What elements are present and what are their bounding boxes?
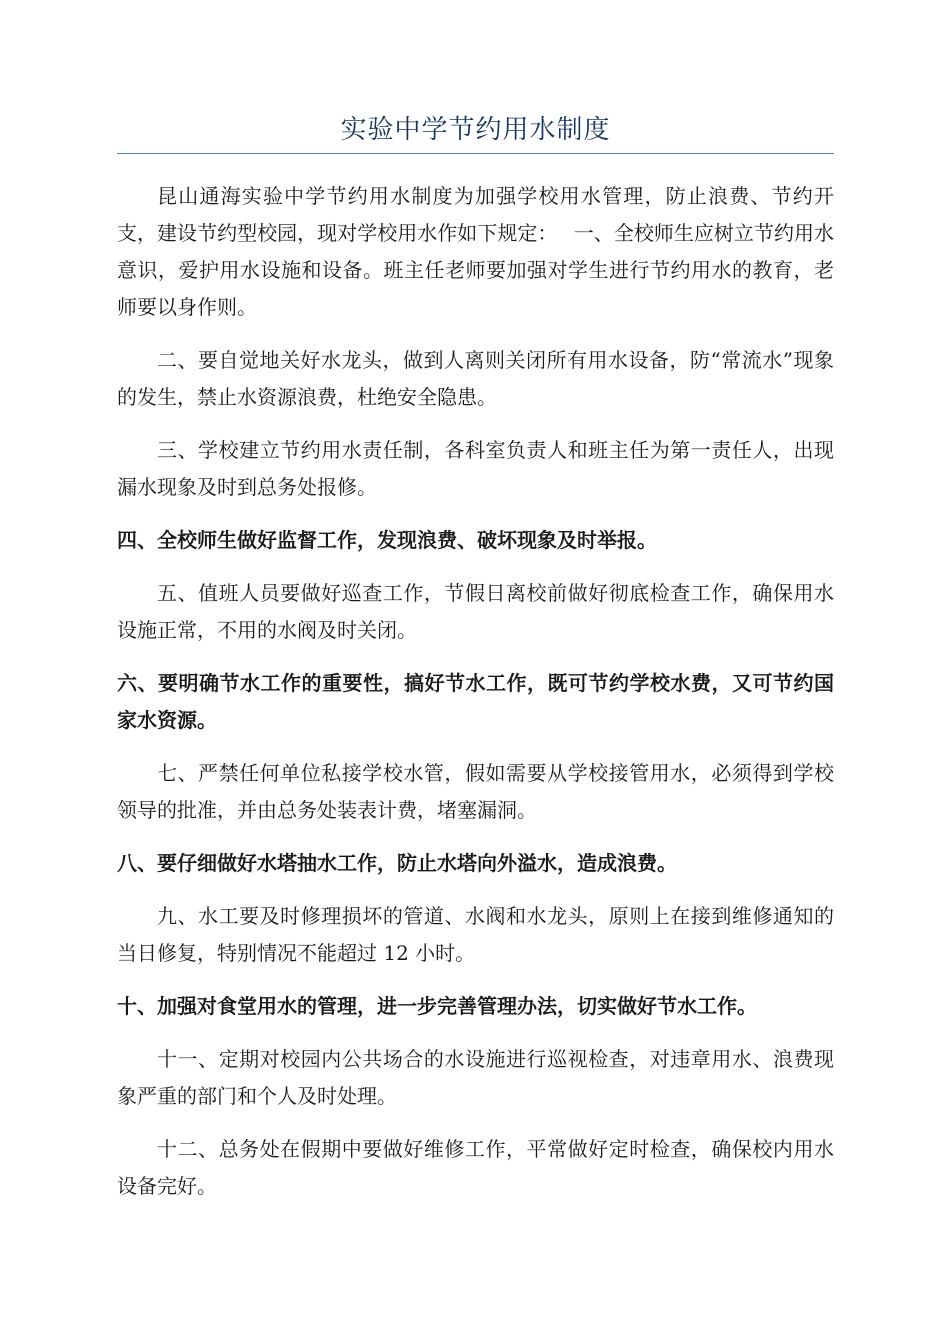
paragraph-rule-3: 三、学校建立节约用水责任制，各科室负责人和班主任为第一责任人，出现漏水现象及时到总务处报修。 [117, 438, 834, 499]
paragraph-rule-8: 八、要仔细做好水塔抽水工作，防止水塔向外溢水，造成浪费。 [117, 851, 677, 875]
paragraph-rule-12: 十二、总务处在假期中要做好维修工作，平常做好定时检查，确保校内用水设备完好。 [117, 1137, 834, 1198]
paragraph-rule-5: 五、值班人员要做好巡查工作，节假日离校前做好彻底检查工作，确保用水设施正常，不用的水阀及时关闭。 [117, 581, 834, 642]
paragraph-rule-6: 六、要明确节水工作的重要性，搞好节水工作，既可节约学校水费，又可节约国家水资源。 [117, 671, 834, 732]
paragraph-rule-9: 九、水工要及时修理损坏的管道、水阀和水龙头，原则上在接到维修通知的当日修复，特别情况不能超过 12 小时。 [117, 904, 834, 965]
paragraph-rule-7: 七、严禁任何单位私接学校水管，假如需要从学校接管用水，必须得到学校领导的批准，并由总务处装表计费，堵塞漏洞。 [117, 761, 834, 822]
paragraph-rule-4: 四、全校师生做好监督工作，发现浪费、破坏现象及时举报。 [117, 528, 657, 552]
document-title: 实验中学节约用水制度 [340, 115, 611, 145]
document-body [117, 178, 834, 1221]
paragraph-intro-1: 昆山通海实验中学节约用水制度为加强学校用水管理，防止浪费、节约开支，建设节约型校园，现对学校用水作如下规定： 一、全校师生应树立节约用水意识，爱护用水设施和设备。班主任老师要加强对学生进行节约用水的教育，老师要以身作则。 [117, 184, 834, 319]
title-underline [117, 153, 834, 154]
paragraph-rule-11: 十一、定期对校园内公共场合的水设施进行巡视检查，对违章用水、浪费现象严重的部门和个人及时处理。 [117, 1047, 834, 1108]
paragraph-rule-2: 二、要自觉地关好水龙头，做到人离则关闭所有用水设备，防“常流水”现象的发生，禁止水资源浪费，杜绝安全隐患。 [117, 348, 834, 409]
paragraph-rule-10: 十、加强对食堂用水的管理，进一步完善管理办法，切实做好节水工作。 [117, 994, 757, 1018]
